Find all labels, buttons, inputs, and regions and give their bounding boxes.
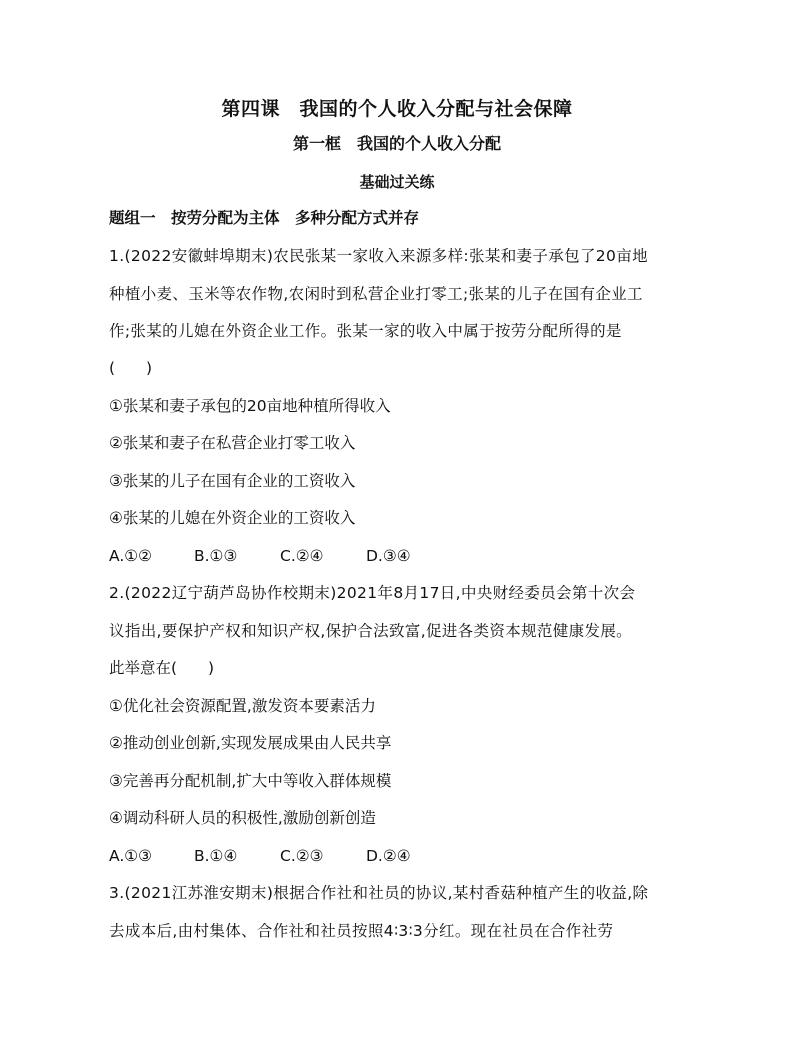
q2-item-2: ②推动创业创新,实现发展成果由人民共享 [109,734,392,752]
q2-options [109,846,411,866]
q2-line-1: 2.(2022辽宁葫芦岛协作校期末)2021年8月17日,中央财经委员会第十次会 [109,584,636,602]
q3-line-2: 去成本后,由村集体、合作社和社员按照4∶3∶3分红。现在社员在合作社劳 [109,922,614,940]
q1-item-1: ①张某和妻子承包的20亩地种植所得收入 [109,397,391,415]
q2-item-4: ④调动科研人员的积极性,激励创新创造 [109,809,376,827]
q2-item-1: ①优化社会资源配置,激发资本要素活力 [109,697,376,715]
q2-option-b: B.①④ [194,847,238,865]
q2-option-a: A.①③ [109,847,153,865]
q1-item-2: ②张某和妻子在私营企业打零工收入 [109,434,356,452]
q1-options [109,546,411,566]
q1-line-2: 种植小麦、玉米等农作物,农闲时到私营企业打零工;张某的儿子在国有企业工 [109,285,643,303]
q1-option-b: B.①③ [194,547,238,565]
q2-item-3: ③完善再分配机制,扩大中等收入群体规模 [109,772,392,790]
q1-option-a: A.①② [109,547,153,565]
practice-title: 基础过关练 [359,173,435,191]
q1-item-4: ④张某的儿媳在外资企业的工资收入 [109,509,356,527]
q1-option-d: D.③④ [366,547,411,565]
q1-item-3: ③张某的儿子在国有企业的工资收入 [109,472,356,490]
q1-line-4: ( ) [109,359,153,377]
section-title: 第一框 我国的个人收入分配 [292,134,501,153]
q1-line-1: 1.(2022安徽蚌埠期末)农民张某一家收入来源多样:张某和妻子承包了20亩地 [109,247,648,265]
lesson-title: 第四课 我国的个人收入分配与社会保障 [221,98,573,120]
q2-line-3: 此举意在( ) [109,659,215,677]
q1-option-c: C.②④ [280,547,324,565]
q2-option-d: D.②④ [366,847,411,865]
q2-option-c: C.②③ [280,847,324,865]
group-heading: 题组一 按劳分配为主体 多种分配方式并存 [109,209,420,227]
q3-line-1: 3.(2021江苏淮安期末)根据合作社和社员的协议,某村香菇种植产生的收益,除 [109,884,649,902]
q1-line-3: 作;张某的儿媳在外资企业工作。张某一家的收入中属于按劳分配所得的是 [109,322,622,340]
q2-line-2: 议指出,要保护产权和知识产权,保护合法致富,促进各类资本规范健康发展。 [109,622,633,640]
